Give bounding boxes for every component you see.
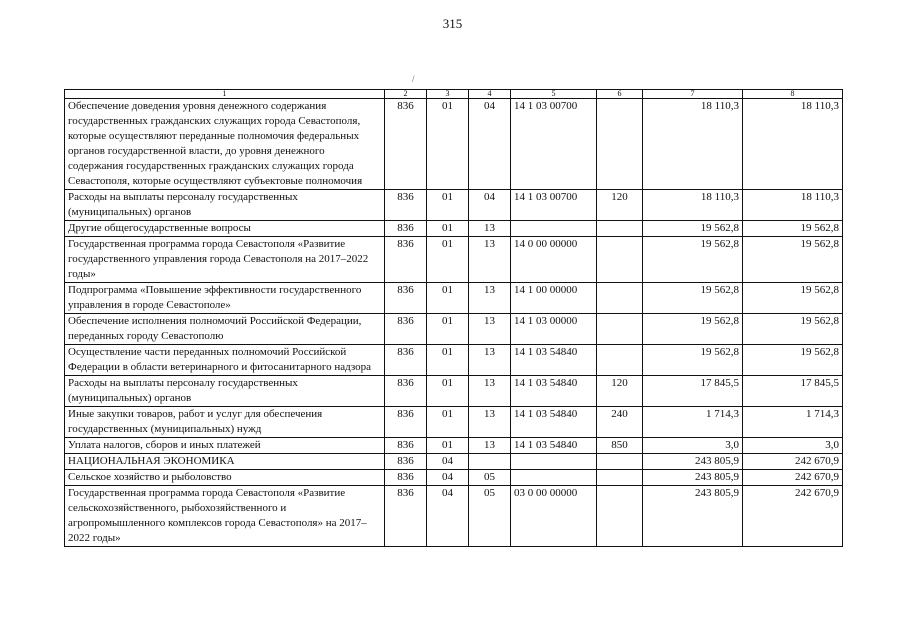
cell-ministry-col: 836 [385, 376, 427, 407]
cell-name-col: Расходы на выплаты персоналу государственных (муниципальных) органов [65, 376, 385, 407]
cell-expense-type-col [597, 314, 643, 345]
cell-ministry-col: 836 [385, 283, 427, 314]
cell-sum-2021-col: 19 562,8 [643, 237, 743, 283]
cell-expense-type-col [597, 221, 643, 237]
table-row [65, 345, 843, 376]
scan-mark: / [412, 74, 415, 84]
cell-sum-2022-col: 17 845,5 [743, 376, 843, 407]
cell-expense-type-col: 120 [597, 190, 643, 221]
table-body [65, 99, 843, 547]
cell-section-col: 01 [427, 283, 469, 314]
cell-sum-2022-col: 242 670,9 [743, 470, 843, 486]
cell-sum-2021-col: 18 110,3 [643, 99, 743, 190]
cell-name-col: Обеспечение доведения уровня денежного содержания государственных гражданских служащих города Севастополя, которые осуществляют переданные полномочия федеральных органов государственной власти, до уровня денежного содержания государственных гражданских служащих города Севастополя, которые осуществляют субъектовые полномочия [65, 99, 385, 190]
cell-section-col: 01 [427, 376, 469, 407]
cell-ministry-col: 836 [385, 345, 427, 376]
cell-sum-2022-col: 19 562,8 [743, 283, 843, 314]
cell-ministry-col: 836 [385, 438, 427, 454]
cell-name-col: Обеспечение исполнения полномочий Российской Федерации, переданных городу Севастополю [65, 314, 385, 345]
cell-sum-2022-col: 19 562,8 [743, 221, 843, 237]
cell-sum-2021-col: 243 805,9 [643, 454, 743, 470]
table-row [65, 237, 843, 283]
cell-target-article-col: 14 1 03 54840 [511, 438, 597, 454]
cell-sum-2022-col: 19 562,8 [743, 345, 843, 376]
cell-subsection-col: 13 [469, 438, 511, 454]
cell-subsection-col: 13 [469, 345, 511, 376]
cell-subsection-col: 04 [469, 99, 511, 190]
cell-sum-2021-col: 19 562,8 [643, 221, 743, 237]
cell-expense-type-col [597, 345, 643, 376]
cell-subsection-col: 04 [469, 190, 511, 221]
cell-target-article-col [511, 221, 597, 237]
header-section-col: 3 [427, 90, 469, 99]
cell-expense-type-col: 850 [597, 438, 643, 454]
cell-subsection-col: 13 [469, 376, 511, 407]
cell-target-article-col: 14 1 03 54840 [511, 376, 597, 407]
cell-section-col: 01 [427, 237, 469, 283]
cell-name-col: Другие общегосударственные вопросы [65, 221, 385, 237]
cell-section-col: 01 [427, 221, 469, 237]
table-row [65, 99, 843, 190]
cell-target-article-col: 14 1 03 00000 [511, 314, 597, 345]
cell-ministry-col: 836 [385, 407, 427, 438]
cell-sum-2022-col: 3,0 [743, 438, 843, 454]
cell-sum-2021-col: 1 714,3 [643, 407, 743, 438]
cell-target-article-col: 14 1 03 00700 [511, 190, 597, 221]
header-ministry-col: 2 [385, 90, 427, 99]
cell-subsection-col: 13 [469, 314, 511, 345]
cell-target-article-col [511, 454, 597, 470]
cell-name-col: Государственная программа города Севастополя «Развитие государственного управления города Севастополя на 2017–2022 годы» [65, 237, 385, 283]
cell-subsection-col: 13 [469, 283, 511, 314]
cell-sum-2022-col: 1 714,3 [743, 407, 843, 438]
table-row [65, 470, 843, 486]
header-target-article-col: 5 [511, 90, 597, 99]
cell-ministry-col: 836 [385, 237, 427, 283]
cell-ministry-col: 836 [385, 221, 427, 237]
cell-expense-type-col [597, 99, 643, 190]
table-row [65, 283, 843, 314]
cell-section-col: 04 [427, 470, 469, 486]
cell-target-article-col: 14 0 00 00000 [511, 237, 597, 283]
cell-subsection-col: 05 [469, 470, 511, 486]
cell-sum-2021-col: 243 805,9 [643, 470, 743, 486]
cell-expense-type-col [597, 486, 643, 547]
cell-section-col: 04 [427, 486, 469, 547]
cell-ministry-col: 836 [385, 190, 427, 221]
cell-subsection-col: 05 [469, 486, 511, 547]
header-subsection-col: 4 [469, 90, 511, 99]
cell-sum-2022-col: 18 110,3 [743, 190, 843, 221]
header-expense-type-col: 6 [597, 90, 643, 99]
cell-subsection-col: 13 [469, 237, 511, 283]
table-row [65, 486, 843, 547]
cell-sum-2022-col: 19 562,8 [743, 237, 843, 283]
cell-target-article-col: 14 1 00 00000 [511, 283, 597, 314]
cell-sum-2021-col: 18 110,3 [643, 190, 743, 221]
table-row [65, 314, 843, 345]
cell-section-col: 01 [427, 99, 469, 190]
budget-table [64, 89, 843, 547]
cell-sum-2022-col: 19 562,8 [743, 314, 843, 345]
cell-ministry-col: 836 [385, 470, 427, 486]
cell-ministry-col: 836 [385, 314, 427, 345]
cell-expense-type-col [597, 283, 643, 314]
cell-target-article-col: 03 0 00 00000 [511, 486, 597, 547]
cell-name-col: Подпрограмма «Повышение эффективности государственного управления в городе Севастополе» [65, 283, 385, 314]
cell-sum-2022-col: 242 670,9 [743, 486, 843, 547]
table-row [65, 438, 843, 454]
cell-expense-type-col: 240 [597, 407, 643, 438]
table-row [65, 376, 843, 407]
cell-name-col: Сельское хозяйство и рыболовство [65, 470, 385, 486]
cell-section-col: 01 [427, 190, 469, 221]
table-row [65, 190, 843, 221]
cell-ministry-col: 836 [385, 99, 427, 190]
cell-sum-2021-col: 17 845,5 [643, 376, 743, 407]
header-sum-2022-col: 8 [743, 90, 843, 99]
cell-subsection-col: 13 [469, 407, 511, 438]
table-row [65, 221, 843, 237]
cell-name-col: Иные закупки товаров, работ и услуг для обеспечения государственных (муниципальных) нужд [65, 407, 385, 438]
page-number: 315 [442, 16, 463, 31]
cell-section-col: 04 [427, 454, 469, 470]
cell-subsection-col [469, 454, 511, 470]
cell-expense-type-col [597, 470, 643, 486]
cell-ministry-col: 836 [385, 486, 427, 547]
cell-subsection-col: 13 [469, 221, 511, 237]
cell-expense-type-col [597, 237, 643, 283]
header-sum-2021-col: 7 [643, 90, 743, 99]
cell-sum-2022-col: 242 670,9 [743, 454, 843, 470]
cell-target-article-col: 14 1 03 00700 [511, 99, 597, 190]
cell-name-col: Расходы на выплаты персоналу государственных (муниципальных) органов [65, 190, 385, 221]
cell-name-col: Государственная программа города Севастополя «Развитие сельскохозяйственного, рыбохозяйственного и агропромышленного комплексов города Севастополя» на 2017–2022 годы» [65, 486, 385, 547]
cell-section-col: 01 [427, 345, 469, 376]
cell-sum-2021-col: 19 562,8 [643, 314, 743, 345]
cell-section-col: 01 [427, 438, 469, 454]
table-header [65, 90, 843, 99]
cell-sum-2021-col: 19 562,8 [643, 283, 743, 314]
cell-sum-2021-col: 19 562,8 [643, 345, 743, 376]
cell-sum-2021-col: 243 805,9 [643, 486, 743, 547]
cell-section-col: 01 [427, 314, 469, 345]
cell-target-article-col: 14 1 03 54840 [511, 407, 597, 438]
cell-target-article-col [511, 470, 597, 486]
table-row [65, 407, 843, 438]
header-row [65, 90, 843, 99]
cell-ministry-col: 836 [385, 454, 427, 470]
cell-expense-type-col: 120 [597, 376, 643, 407]
cell-section-col: 01 [427, 407, 469, 438]
cell-target-article-col: 14 1 03 54840 [511, 345, 597, 376]
cell-name-col: НАЦИОНАЛЬНАЯ ЭКОНОМИКА [65, 454, 385, 470]
table-row [65, 454, 843, 470]
cell-name-col: Осуществление части переданных полномочий Российской Федерации в области ветеринарного и фитосанитарного надзора [65, 345, 385, 376]
cell-sum-2022-col: 18 110,3 [743, 99, 843, 190]
cell-name-col: Уплата налогов, сборов и иных платежей [65, 438, 385, 454]
cell-expense-type-col [597, 454, 643, 470]
cell-sum-2021-col: 3,0 [643, 438, 743, 454]
header-name-col: 1 [65, 90, 385, 99]
